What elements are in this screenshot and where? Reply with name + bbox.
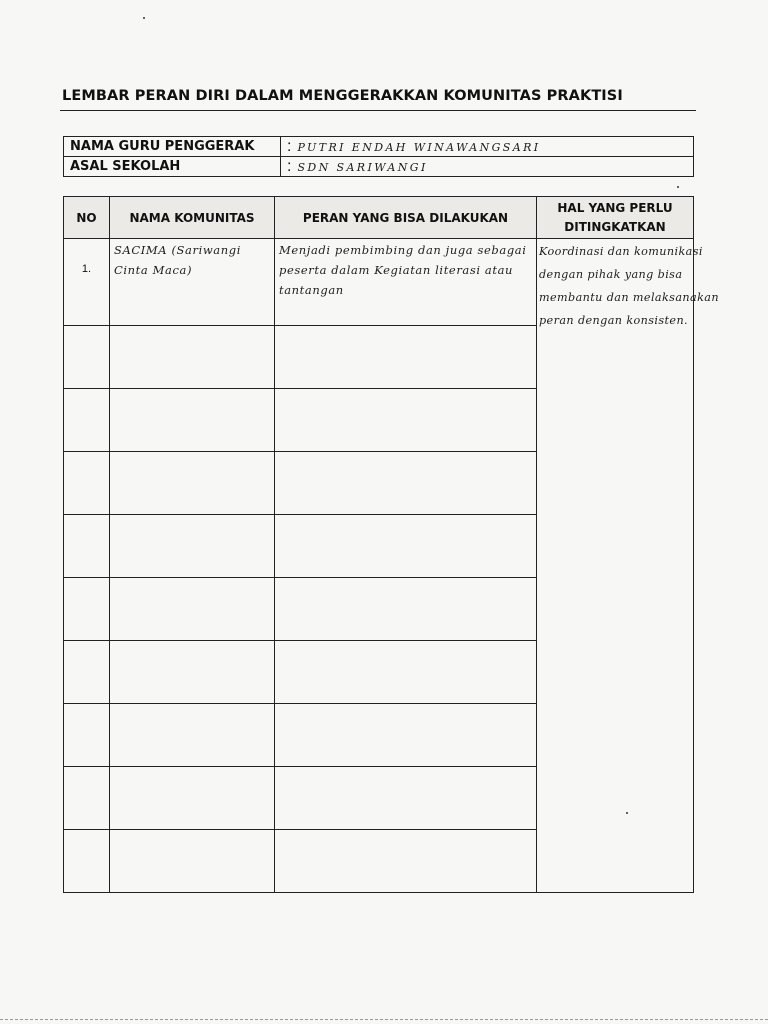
empty-cell — [275, 704, 537, 767]
sekolah-label: ASAL SEKOLAH — [64, 157, 281, 177]
empty-cell — [64, 389, 110, 452]
row-number: 1. — [64, 239, 110, 326]
empty-cell — [64, 704, 110, 767]
empty-cell — [64, 641, 110, 704]
empty-cell — [110, 452, 275, 515]
empty-cell — [64, 452, 110, 515]
header-hal-line1: HAL YANG PERLU — [557, 200, 673, 215]
row-nama-komunitas: SACIMA (Sariwangi Cinta Maca) — [110, 239, 275, 326]
empty-cell — [275, 452, 537, 515]
empty-cell — [64, 578, 110, 641]
row-peran: Menjadi pembimbing dan juga sebagai peserta dalam Kegiatan literasi atau tantangan — [275, 239, 537, 326]
scan-bottom-edge — [0, 1019, 768, 1020]
identity-row-sekolah — [64, 157, 694, 177]
empty-cell — [110, 704, 275, 767]
empty-cell — [110, 641, 275, 704]
sekolah-value-cell — [281, 157, 694, 177]
scan-speck — [143, 17, 145, 19]
sekolah-value: SDN SARIWANGI — [297, 160, 428, 174]
table-row — [64, 239, 694, 326]
empty-cell — [275, 515, 537, 578]
empty-cell — [275, 326, 537, 389]
empty-cell — [110, 830, 275, 893]
community-role-table — [63, 196, 719, 893]
scan-speck — [677, 186, 679, 188]
empty-cell — [110, 578, 275, 641]
header-hal-yang-perlu-ditingkatkan — [537, 197, 694, 239]
separator: : — [287, 137, 292, 155]
identity-row-guru — [64, 137, 694, 157]
empty-cell — [275, 830, 537, 893]
empty-cell — [110, 767, 275, 830]
empty-cell — [275, 389, 537, 452]
title-underline — [60, 110, 696, 111]
empty-cell — [275, 767, 537, 830]
identity-table — [63, 136, 694, 177]
empty-cell — [64, 515, 110, 578]
empty-cell — [64, 326, 110, 389]
header-peran: PERAN YANG BISA DILAKUKAN — [275, 197, 537, 239]
empty-cell — [110, 389, 275, 452]
empty-cell — [64, 767, 110, 830]
hal-yang-perlu-ditingkatkan-text: Koordinasi dan komunikasi dengan pihak yang bisa membantu dan melaksanakan peran dengan konsisten. — [539, 245, 719, 327]
empty-cell — [275, 578, 537, 641]
empty-cell — [64, 830, 110, 893]
empty-cell — [110, 326, 275, 389]
hal-yang-perlu-ditingkatkan-cell — [537, 239, 719, 893]
guru-value-cell — [281, 137, 694, 157]
guru-label: NAMA GURU PENGGERAK — [64, 137, 281, 157]
empty-cell — [110, 515, 275, 578]
separator: : — [287, 157, 292, 175]
guru-value: PUTRI ENDAH WINAWANGSARI — [297, 140, 541, 154]
header-no: NO — [64, 197, 110, 239]
header-hal-line2: DITINGKATKAN — [564, 219, 666, 234]
document-title: LEMBAR PERAN DIRI DALAM MENGGERAKKAN KOMUNITAS PRAKTISI — [62, 88, 623, 104]
empty-cell — [275, 641, 537, 704]
header-nama-komunitas: NAMA KOMUNITAS — [110, 197, 275, 239]
table-header-row — [64, 197, 694, 239]
